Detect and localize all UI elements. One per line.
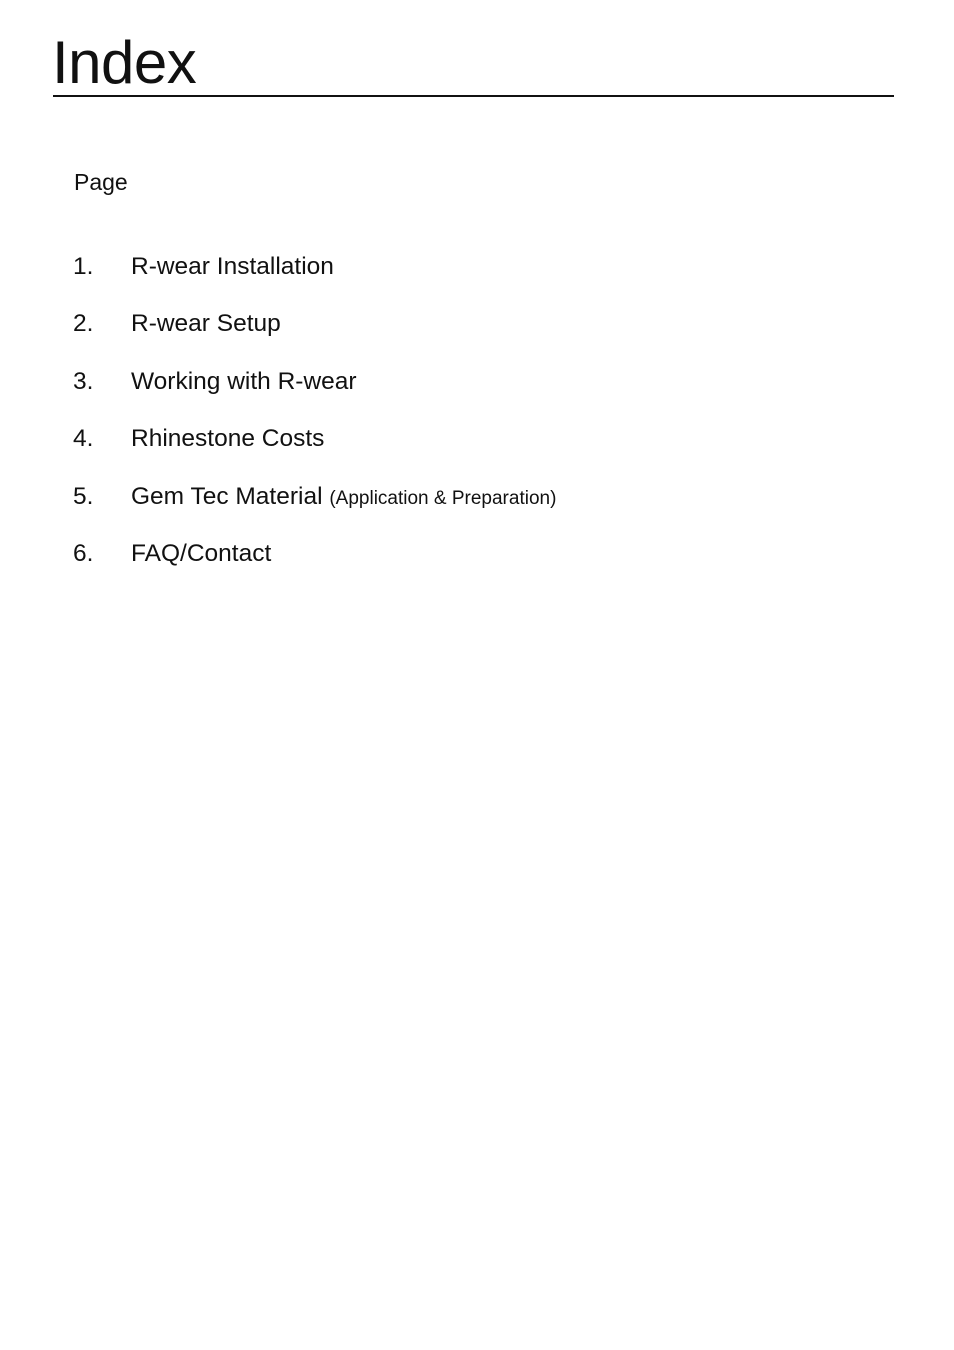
toc-item-title: FAQ/Contact — [131, 539, 272, 567]
toc-item-text — [131, 252, 334, 282]
toc-item-number: 1. — [73, 253, 94, 280]
toc-item-title: Rhinestone Costs — [131, 425, 325, 453]
toc-item-text — [131, 424, 324, 454]
toc-item-title: Gem Tec Material — [131, 482, 323, 510]
toc-item-number: 6. — [73, 539, 94, 567]
toc-item-number: 3. — [73, 367, 94, 395]
toc-item-number: 5. — [73, 482, 94, 510]
toc-item-text — [131, 482, 556, 514]
toc-item-title: R-wear Installation — [131, 253, 334, 280]
page-column-label: Page — [74, 169, 128, 195]
toc-item-text — [131, 367, 357, 397]
toc-item-text — [131, 309, 281, 339]
toc-item-title: R-wear Setup — [131, 310, 281, 338]
page-title: Index — [52, 29, 197, 96]
toc-item-number: 2. — [73, 310, 94, 338]
toc-item-title: Working with R-wear — [131, 367, 357, 395]
toc-item-text — [131, 539, 271, 569]
toc-item-note: (Application & Preparation) — [329, 487, 557, 509]
toc-item-number: 4. — [73, 425, 94, 453]
title-underline — [53, 95, 894, 97]
